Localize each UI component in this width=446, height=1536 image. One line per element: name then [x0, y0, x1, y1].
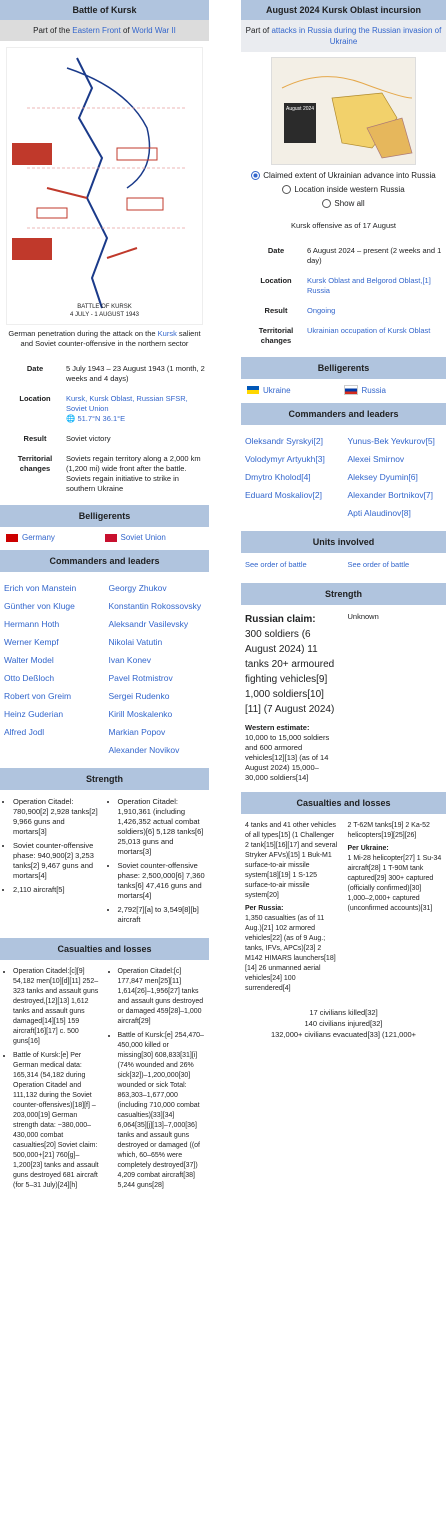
commander-link-1[interactable]: Günther von Kluge	[4, 601, 75, 611]
infobox-title: August 2024 Kursk Oblast incursion	[241, 0, 446, 20]
soviet-union-link[interactable]: Soviet Union	[120, 533, 166, 542]
part-of: Part of attacks in Russia during the Russian invasion of Ukraine	[241, 20, 446, 52]
map-title: BATTLE OF KURSK	[77, 304, 132, 310]
radio-show-all[interactable]: Show all	[241, 197, 446, 211]
occupation-link[interactable]: Ukrainian occupation of Kursk Oblast	[307, 326, 431, 335]
commander-link-7[interactable]: Heinz Guderian	[4, 709, 64, 719]
strength-header: Strength	[241, 583, 446, 605]
commander-link-1[interactable]: Volodymyr Artyukh[3]	[245, 454, 325, 464]
radio-icon[interactable]	[322, 199, 331, 208]
ww2-link[interactable]: World War II	[131, 26, 176, 35]
commanders-list	[241, 425, 446, 525]
commander-link-8[interactable]: Markian Popov	[108, 727, 166, 737]
radio-icon[interactable]	[282, 185, 291, 194]
ukraine-flag-icon	[247, 386, 259, 394]
map-dates: 4 JULY - 1 AUGUST 1943	[69, 312, 140, 318]
belligerents-header: Belligerents	[0, 505, 209, 527]
civilian-summary: 17 civilians killed[32] 140 civilians injured[32] 132,000+ civilians evacuated[33] (121,000+	[270, 1008, 417, 1039]
casualties-row: 4 tanks and 41 other vehicles of all types[15] (1 Challenger 2 tank[15][16][17] and several Stryker AFVs)[15] 1 Buk-M1 surface-to-air missile system[18][19] 1 S-125 surface-to-air missile system[20] Per Russia: 1,350 casualties (as of 11 Aug.)[21] 102 armored vehicles[22] (as of 9 Aug.; tanks, IFVs, APCs)[23] 2 M142 HIMARS launchers[18][14] 26 unmanned aerial vehicles[24] 100 surrendered[4] 2 T-62M tanks[19] 2 Ka-52 helicopters[19][25][26] Per Ukraine: 1 Mi-28 helicopter[27] 1 Su-34 aircraft[28] 1 T-90M tank captured[29] 300+ captured (officially confirmed)[30] 1,000–2,000+ captured (unconfirmed accounts)[31]	[245, 822, 442, 992]
commander-link-0[interactable]: Erich von Manstein	[4, 583, 77, 593]
commander-link-1[interactable]: Alexei Smirnov	[347, 454, 405, 464]
battle-map-image[interactable]	[6, 47, 203, 325]
strength-header: Strength	[0, 768, 209, 790]
commander-link-4[interactable]: Apti Alaudinov[8]	[347, 508, 411, 518]
kursk-2024-infobox	[241, 0, 446, 1040]
order-of-battle-link-a[interactable]: See order of battle	[245, 560, 307, 569]
order-of-battle-link-b[interactable]: See order of battle	[347, 560, 410, 569]
commander-link-0[interactable]: Yunus-Bek Yevkurov[5]	[347, 436, 435, 446]
radio-claimed-extent[interactable]: Claimed extent of Ukrainian advance into Russia	[241, 169, 446, 183]
commanders-list	[0, 572, 209, 762]
units-row	[241, 553, 446, 577]
location-link[interactable]: Kursk Oblast and Belgorod Oblast,[1] Russia	[307, 276, 431, 295]
casualties-header: Casualties and losses	[241, 792, 446, 814]
russia-link[interactable]: Russia	[361, 385, 386, 395]
commander-link-2[interactable]: Aleksandr Vasilevsky	[108, 619, 189, 629]
territorial-row: Territorial changes Soviets regain territory along a 2,000 km (1,200 mi) wide front after the battle. Soviets regain initiative to strike in southern Ukraine	[17, 454, 201, 493]
belligerents-header: Belligerents	[241, 357, 446, 379]
incursion-map-image[interactable]	[271, 57, 416, 165]
infobox-title: Battle of Kursk	[0, 0, 209, 20]
russia-flag-icon	[344, 385, 358, 395]
commanders-header: Commanders and leaders	[0, 550, 209, 572]
units-header: Units involved	[241, 531, 446, 553]
ongoing-link[interactable]: Ongoing	[307, 306, 336, 315]
commander-link-5[interactable]: Otto Deßloch	[4, 673, 55, 683]
commander-link-6[interactable]: Sergei Rudenko	[108, 691, 170, 701]
commander-link-2[interactable]: Hermann Hoth	[4, 619, 60, 629]
battle-map-graphic	[7, 48, 204, 324]
commander-link-0[interactable]: Oleksandr Syrskyi[2]	[245, 436, 323, 446]
commander-link-3[interactable]: Eduard Moskaliov[2]	[245, 490, 323, 500]
commander-link-0[interactable]: Georgy Zhukov	[108, 583, 167, 593]
location-link[interactable]: Kursk, Kursk Oblast, Russian SFSR, Soviet Union	[66, 394, 188, 413]
casualties-row: • Operation Citadel:[c][9] 54,182 men[10][d][11] 252–323 tanks and assault guns destroyed,[12][13] 1,612 tanks and assault guns damaged[14][15] 159 aircraft[16][17] c. 500 guns[16] • Battle of Kursk:[e] Per German medical data: 165,314 (54,182 during Operation Citadel and 111,132 during the Soviet counter-offensives)[18][f] – 203,000[19] German strength data: ~380,000–430,000 combat casualties[20] Soviet claim: 500,000+[21] 760[g]–1,200[23] tanks and assault guns destroyed 681 aircraft (for 5–31 July)[24][h] • Operation Citadel:[c] 177,847 men[25][11] 1,614[26]–1,956[27] tanks and assault guns destroyed or damaged 459[28]–1,000 aircraft[29] • Battle of Kursk:[e] 254,470–450,000 killed or missing[30] 608,833[31][i] (74% wounded and 26% sick[32])–1,200,000[30] wounded or sick Total: 863,303–1,677,000 (including 710,000 combat casualties)[33][34] 6,064[35][j][13]–7,000[36] tanks and assault guns destroyed or damaged ((of which, 60–65% were completely destroyed[37]) 4,209 combat aircraft[38] 5,244 guns[28]	[0, 960, 209, 1198]
belligerents-row	[0, 527, 209, 548]
location-row: Location Kursk Oblast and Belgorod Oblast,[1] Russia	[241, 271, 446, 301]
commander-link-9[interactable]: Alexander Novikov	[108, 745, 180, 755]
commander-link-8[interactable]: Alfred Jodl	[4, 727, 45, 737]
kursk-1943-infobox	[0, 0, 209, 1198]
commander-link-3[interactable]: Alexander Bortnikov[7]	[347, 490, 434, 500]
result-row: Result Ongoing	[241, 301, 446, 321]
commander-link-2[interactable]: Dmytro Kholod[4]	[245, 472, 311, 482]
commander-link-7[interactable]: Kirill Moskalenko	[108, 709, 173, 719]
territorial-row: Territorial changes Ukrainian occupation of Kursk Oblast	[241, 321, 446, 351]
commander-link-1[interactable]: Konstantin Rokossovsky	[108, 601, 202, 611]
eastern-front-link[interactable]: Eastern Front	[72, 26, 121, 35]
globe-icon[interactable]: 🌐	[66, 414, 76, 423]
attacks-link[interactable]: attacks in Russia during the Russian invasion of Ukraine	[271, 26, 442, 46]
date-row: Date 5 July 1943 – 23 August 1943 (1 month, 2 weeks and 4 days)	[26, 364, 205, 383]
strength-row: • Operation Citadel: 780,900[2] 2,928 tanks[2] 9,966 guns and mortars[3] • Soviet counter-offensive phase: 940,900[2] 3,253 tanks[2] 9,467 guns and mortars[4] • 2,110 aircraft[5] • Operation Citadel: 1,910,361 (including 1,426,352 actual combat soldiers)[6] 5,128 tanks[6] 25,013 guns and mortars[3] • Soviet counter-offensive phase: 2,500,000[6] 7,360 tanks[6] 47,416 guns and mortars[4] • 2,792[7][a] to 3,549[8][b] aircraft	[0, 790, 209, 932]
radio-location[interactable]: Location inside western Russia	[241, 183, 446, 197]
date-row: Date 6 August 2024 – present (2 weeks and 1 day)	[267, 246, 442, 265]
result-row: Result Soviet victory	[23, 434, 111, 443]
radio-selected-icon[interactable]	[251, 171, 260, 180]
commander-link-6[interactable]: Robert von Greim	[4, 691, 72, 701]
germany-link[interactable]: Germany	[22, 533, 55, 542]
coordinates-link[interactable]: 51.7°N 36.1°E	[77, 414, 126, 423]
ukraine-link[interactable]: Ukraine	[263, 385, 291, 395]
location-row: Location Kursk, Kursk Oblast, Russian SFSR, Soviet Union 🌐 51.7°N 36.1°E	[19, 394, 188, 423]
kursk-link[interactable]: Kursk	[157, 329, 177, 338]
soviet-flag-icon	[105, 534, 117, 542]
casualties-header: Casualties and losses	[0, 938, 209, 960]
map-label: August 2024	[286, 106, 315, 112]
part-of: Part of the Eastern Front of World War II	[0, 20, 209, 41]
commander-link-3[interactable]: Werner Kempf	[4, 637, 59, 647]
map-caption: German penetration during the attack on the Kursk salient and Soviet counter-offensive in the northern sector	[8, 329, 201, 348]
belligerents-row	[241, 379, 446, 401]
commander-link-3[interactable]: Nikolai Vatutin	[108, 637, 163, 647]
map-caption: Kursk offensive as of 17 August	[291, 221, 396, 230]
commander-link-4[interactable]: Ivan Konev	[108, 655, 152, 665]
commander-link-2[interactable]: Aleksey Dyumin[6]	[347, 472, 418, 482]
strength-row: Russian claim: 300 soldiers (6 August 2024) 11 tanks 20+ armoured fighting vehicles[9] 1,000 soldiers[10][11] (7 August 2024) Western estimate: 10,000 to 15,000 soldiers and 600 armored vehicles[12][13] (as of 14 August 2024) 15,000–30,000 soldiers[14] Unknown	[245, 612, 379, 782]
commander-link-5[interactable]: Pavel Rotmistrov	[108, 673, 173, 683]
commanders-header: Commanders and leaders	[241, 403, 446, 425]
germany-flag-icon	[6, 534, 18, 542]
commander-link-4[interactable]: Walter Model	[4, 655, 54, 665]
